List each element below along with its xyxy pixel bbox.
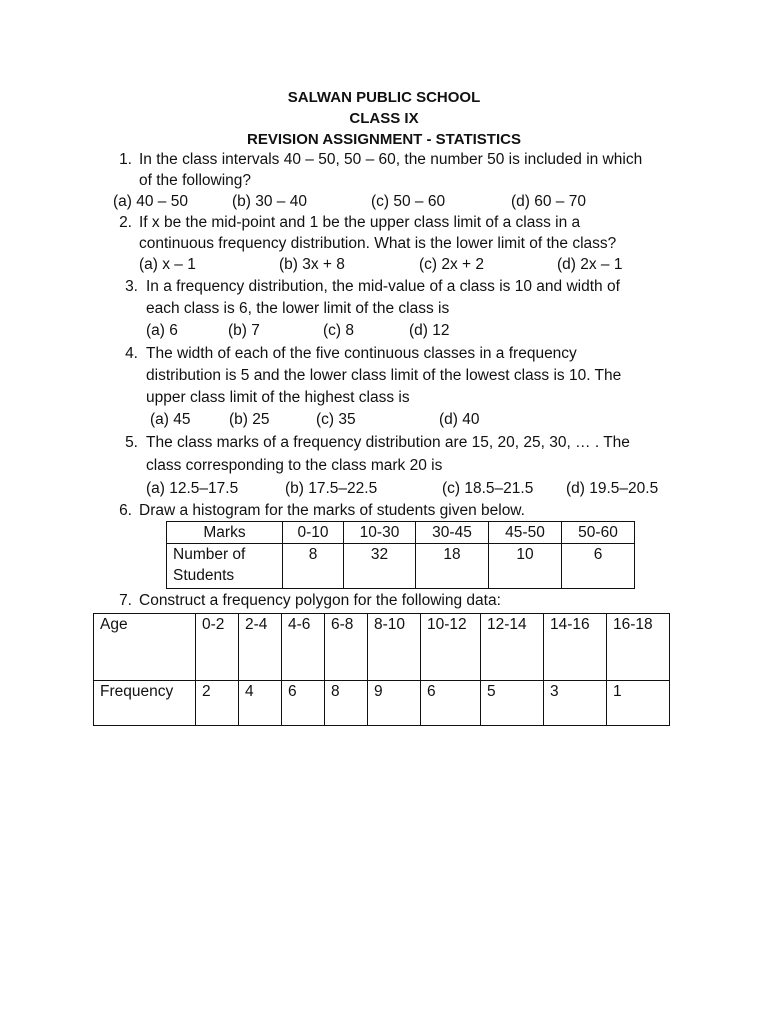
option-a: (a) 6 bbox=[146, 322, 178, 339]
table-cell: 8 bbox=[283, 544, 344, 589]
question-number: 7. bbox=[119, 592, 132, 609]
question-text: If x be the mid-point and 1 be the upper class limit of a class in a bbox=[139, 214, 581, 231]
option-b: (b) 3x + 8 bbox=[279, 256, 345, 273]
table-row-label: Frequency bbox=[94, 681, 196, 726]
question-number: 5. bbox=[125, 434, 138, 451]
question-text: continuous frequency distribution. What is the lower limit of the class? bbox=[139, 235, 617, 252]
option-a: (a) 40 – 50 bbox=[113, 193, 188, 210]
question-text: upper class limit of the highest class is bbox=[146, 389, 410, 406]
table-header-cell: 10-12 bbox=[421, 614, 481, 681]
question-text: The class marks of a frequency distribution are 15, 20, 25, 30, … . The bbox=[146, 434, 630, 451]
table-header-cell: 2-4 bbox=[239, 614, 282, 681]
question-number: 4. bbox=[125, 345, 138, 362]
table-header-cell: 0-2 bbox=[196, 614, 239, 681]
table-header-cell: 8-10 bbox=[368, 614, 421, 681]
option-d: (d) 60 – 70 bbox=[511, 193, 586, 210]
table-header-cell: 50-60 bbox=[562, 522, 635, 544]
table-header-cell: 6-8 bbox=[325, 614, 368, 681]
frequency-table bbox=[93, 613, 670, 726]
label-line: Students bbox=[173, 567, 235, 584]
option-d: (d) 12 bbox=[409, 322, 450, 339]
question-number: 6. bbox=[119, 502, 132, 519]
table-cell: 1 bbox=[607, 681, 670, 726]
option-d: (d) 19.5–20.5 bbox=[566, 480, 659, 497]
table-cell: 9 bbox=[368, 681, 421, 726]
table-cell: 6 bbox=[562, 544, 635, 589]
question-text: Draw a histogram for the marks of students given below. bbox=[139, 502, 525, 519]
table-cell: 6 bbox=[421, 681, 481, 726]
option-c: (c) 50 – 60 bbox=[371, 193, 446, 210]
option-d: (d) 2x – 1 bbox=[557, 256, 623, 273]
option-b: (b) 25 bbox=[229, 411, 270, 428]
question-text: class corresponding to the class mark 20 is bbox=[146, 457, 443, 474]
table-header-cell: Marks bbox=[167, 522, 283, 544]
question-number: 3. bbox=[125, 278, 138, 295]
table-cell: 8 bbox=[325, 681, 368, 726]
option-a: (a) 45 bbox=[150, 411, 191, 428]
table-row bbox=[94, 681, 670, 726]
table-cell: 4 bbox=[239, 681, 282, 726]
table-header-cell: 16-18 bbox=[607, 614, 670, 681]
question-number: 2. bbox=[119, 214, 132, 231]
table-header-cell: 4-6 bbox=[282, 614, 325, 681]
table-row-label bbox=[167, 544, 283, 589]
table-header-cell: 12-14 bbox=[481, 614, 544, 681]
table-row bbox=[94, 614, 670, 681]
table-cell: 32 bbox=[344, 544, 416, 589]
option-b: (b) 7 bbox=[228, 322, 260, 339]
table-header-cell: 14-16 bbox=[544, 614, 607, 681]
question-text: In the class intervals 40 – 50, 50 – 60, the number 50 is included in which bbox=[139, 151, 643, 168]
option-d: (d) 40 bbox=[439, 411, 480, 428]
label-line: Number of bbox=[173, 546, 246, 563]
question-number: 1. bbox=[119, 151, 132, 168]
option-c: (c) 2x + 2 bbox=[419, 256, 485, 273]
option-c: (c) 18.5–21.5 bbox=[442, 480, 534, 497]
assignment-title: REVISION ASSIGNMENT - STATISTICS bbox=[247, 131, 521, 148]
option-b: (b) 30 – 40 bbox=[232, 193, 307, 210]
table-cell: 18 bbox=[416, 544, 489, 589]
table-header-cell: 30-45 bbox=[416, 522, 489, 544]
table-cell: 10 bbox=[489, 544, 562, 589]
table-cell: 3 bbox=[544, 681, 607, 726]
table-header-cell: 45-50 bbox=[489, 522, 562, 544]
question-text: each class is 6, the lower limit of the class is bbox=[146, 300, 450, 317]
question-text: Construct a frequency polygon for the following data: bbox=[139, 592, 501, 609]
table-cell: 2 bbox=[196, 681, 239, 726]
option-a: (a) x – 1 bbox=[139, 256, 196, 273]
question-text: of the following? bbox=[139, 172, 252, 189]
table-header-cell: Age bbox=[94, 614, 196, 681]
question-text: The width of each of the five continuous classes in a frequency bbox=[146, 345, 577, 362]
school-name: SALWAN PUBLIC SCHOOL bbox=[287, 89, 481, 106]
table-row bbox=[167, 522, 635, 544]
table-cell: 6 bbox=[282, 681, 325, 726]
table-header-cell: 10-30 bbox=[344, 522, 416, 544]
table-cell: 5 bbox=[481, 681, 544, 726]
option-a: (a) 12.5–17.5 bbox=[146, 480, 239, 497]
class-name: CLASS IX bbox=[349, 110, 419, 127]
question-text: distribution is 5 and the lower class limit of the lowest class is 10. The bbox=[146, 367, 622, 384]
marks-table bbox=[166, 521, 635, 589]
table-header-cell: 0-10 bbox=[283, 522, 344, 544]
table-row bbox=[167, 544, 635, 589]
option-c: (c) 35 bbox=[316, 411, 356, 428]
option-c: (c) 8 bbox=[323, 322, 354, 339]
option-b: (b) 17.5–22.5 bbox=[285, 480, 378, 497]
question-text: In a frequency distribution, the mid-value of a class is 10 and width of bbox=[146, 278, 620, 295]
